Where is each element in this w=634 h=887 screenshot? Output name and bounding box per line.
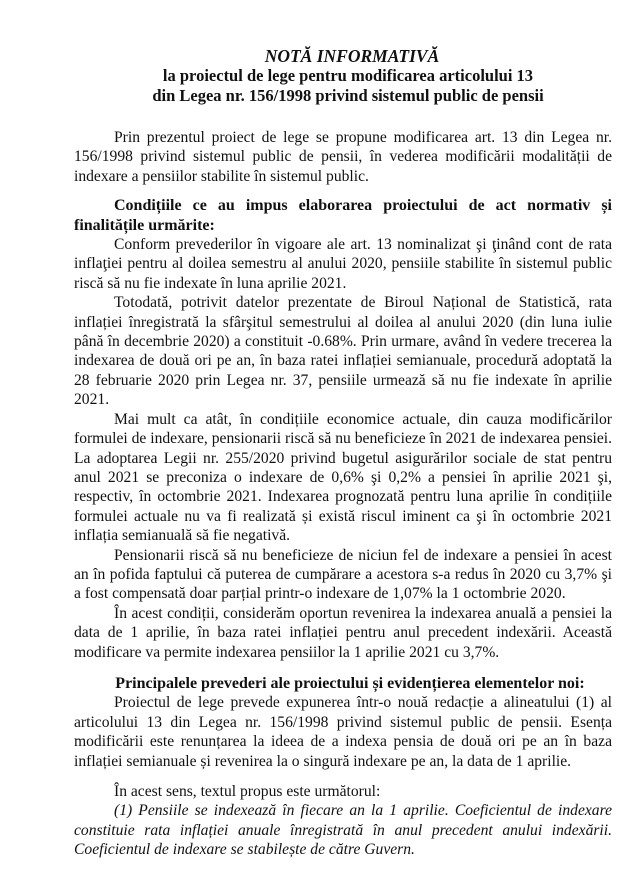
section-heading-provisions: Principalele prevederi ale proiectului și evidențierea elementelor noi:	[115, 674, 585, 692]
section1-paragraph: Pensionarii riscă să nu beneficieze de niciun fel de indexare a pensiei în acest an în pofida faptului că puterea de cumpărare a acestora s-a redus în 2020 cu 3,7% şi a fost compensată doar parțial printr-o indexare de 1,07% la 1 octombrie 2020.	[74, 546, 612, 603]
section1-paragraph: Conform prevederilor în vigoare ale art. 13 nominalizat şi ţinând cont de rata inflaţiei pentru al doilea semestru al anului 2020, pensiile stabilite în sistemul public riscă să nu fie indexate în luna aprilie 2021.	[74, 236, 612, 292]
proposed-text-intro: În acest sens, textul propus este următorul:	[114, 783, 381, 800]
document-subtitle-line-1: la proiectul de lege pentru modificarea articolului 13	[162, 66, 534, 85]
document-title: NOTĂ INFORMATIVĂ	[264, 46, 440, 66]
section-heading-conditions: Condițiile ce au impus elaborarea proiectului de act normativ și finalitățile urmărite:	[74, 197, 612, 234]
section1-paragraph: În acest condiții, considerăm oportun revenirea la indexarea anuală a pensiei la data de 1 aprilie, în baza ratei inflației pentru anul precedent indexării. Această modificare va permite indexarea pensiilor la 1 aprilie 2021 cu 3,7%.	[74, 604, 612, 661]
intro-paragraph: Prin prezentul proiect de lege se propune modificarea art. 13 din Legea nr. 156/1998 privind sistemul public de pensii, în vederea modificării modalității de indexare a pensiilor stabilite în sistemul public.	[74, 129, 612, 185]
section1-paragraph: Mai mult ca atât, în condițiile economice actuale, din cauza modificărilor formulei de indexare, pensionarii riscă să nu beneficieze în 2021 de indexarea pensiei. La adoptarea Legii nr. 255/2020 privind bugetul asigurărilor sociale de stat pentru anul 2021 se preconiza o indexare de 0,6% şi 0,2% a pensiei în aprilie 2021 şi, respectiv, în octombrie 2021. Indexarea prognozată pentru luna aprilie în condițiile formulei actuale nu va fi realizată și există riscul iminent ca şi în octombrie 2021 inflația semianuală să fie negativă.	[74, 410, 612, 545]
section2-paragraph: Proiectul de lege prevede expunerea într-o nouă redacție a alineatului (1) al articolului 13 din Legea nr. 156/1998 privind sistemul public de pensii. Esența modificării este renunțarea la ideea de a indexa pensia de două ori pe an în baza inflației semianuale și revenirea la o singură indexare pe an, la data de 1 aprilie.	[74, 694, 612, 770]
proposed-text-quote: (1) Pensiile se indexează în fiecare an la 1 aprilie. Coeficientul de indexare constituie rata inflației anuale înregistrată în anul precedent anului indexării. Coeficientul de indexare se stabilește de către Guvern.	[74, 802, 612, 859]
section1-paragraph: Totodată, potrivit datelor prezentate de Biroul Național de Statistică, rata inflației înregistrată la sfârşitul semestrului al doilea al anului 2020 (din luna iulie până în decembrie 2020) a constituit -0.68%. Prin urmare, având în vedere trecerea la indexarea de două ori pe an, în baza ratei inflației semianuale, procedură adoptată la 28 februarie 2020 prin Legea nr. 37, pensiile urmează să nu fie indexate în aprilie 2021.	[74, 294, 612, 409]
document-subtitle-line-2: din Legea nr. 156/1998 privind sistemul public de pensii	[152, 85, 544, 105]
